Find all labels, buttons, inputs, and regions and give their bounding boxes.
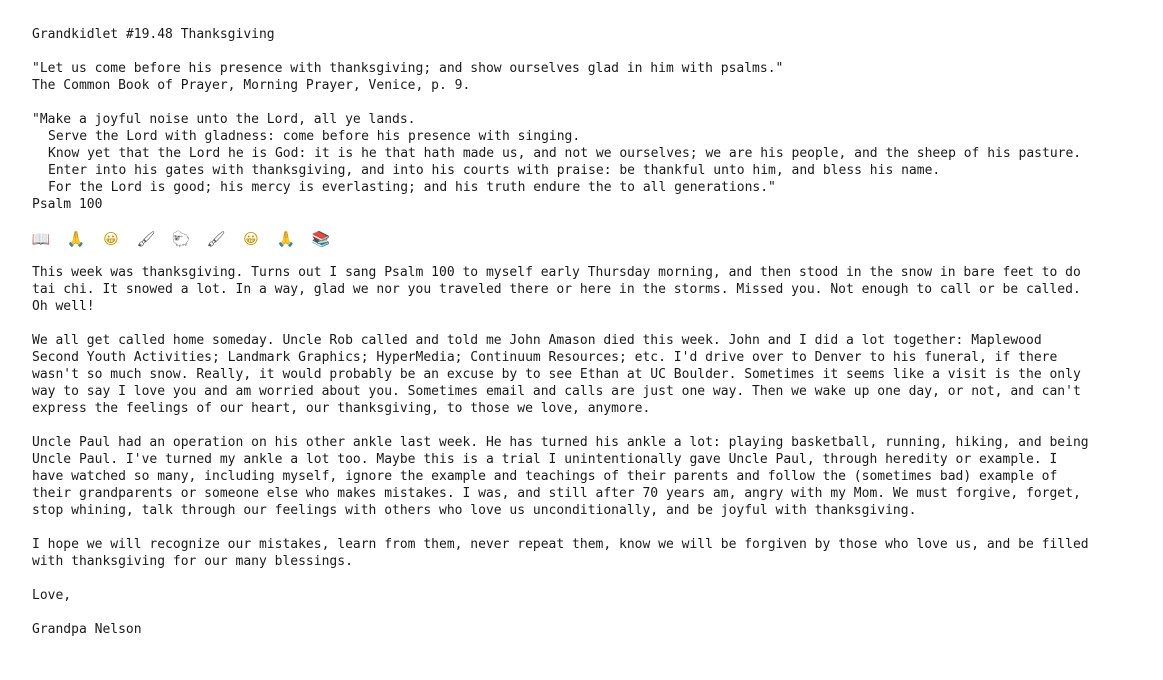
books-icon: 📚 (311, 229, 331, 248)
signature: Grandpa Nelson (32, 622, 142, 637)
folded-hands-icon: 🙏 (276, 229, 296, 248)
psalm-line: Know yet that the Lord he is God: it is he that hath made us, and not we ourselves; we are his people, and the sheep of his pasture. (48, 146, 1082, 161)
sheep-icon: 🐑 (171, 229, 191, 248)
spacer (32, 315, 1163, 332)
paragraph-line: tai chi. It snowed a lot. In a way, glad we nor you traveled there or here in the storms. Missed you. Not enough to call or be called. (32, 282, 1081, 297)
emoji-row (32, 230, 1163, 247)
paragraph-line: express the feelings of our heart, our thanksgiving, to those we love, anymore. (32, 401, 651, 416)
letter-body (32, 264, 1163, 587)
spacer (32, 213, 1163, 230)
spacer (32, 417, 1163, 434)
paragraph-line: I hope we will recognize our mistakes, learn from them, never repeat them, know we will be forgiven by those who love us, and be filled (32, 537, 1089, 552)
smiley-icon: 😀 (243, 229, 259, 248)
psalm-line: For the Lord is good; his mercy is everlasting; and his truth endure the to all generations." (48, 180, 776, 195)
paragraph (32, 264, 1163, 332)
paragraph-line: This week was thanksgiving. Turns out I sang Psalm 100 to myself early Thursday morning, and then stood in the snow in bare feet to do (32, 265, 1081, 280)
paragraph-line: way to say I love you and am worried about you. Sometimes email and calls are just one way. Then we wake up one day, or not, and can't (32, 384, 1081, 399)
closing: Love, (32, 588, 72, 603)
paragraph-line: Uncle Paul had an operation on his other ankle last week. He has turned his ankle a lot: playing basketball, running, hiking, and being (32, 435, 1089, 450)
paragraph-line: Oh well! (32, 299, 95, 314)
paragraph-line: Uncle Paul. I've turned my ankle a lot too. Maybe this is a trial I unintentionally gave Uncle Paul, through heredity or example. I (32, 452, 1058, 467)
psalm-first-line: "Make a joyful noise unto the Lord, all ye lands. (32, 112, 416, 127)
psalm-line: Enter into his gates with thanksgiving, and into his courts with praise: be thankful unto him, and bless his name. (48, 163, 941, 178)
smiley-icon: 😀 (103, 229, 119, 248)
paragraph-line: their grandparents or someone else who makes mistakes. I was, and still after 70 years am, angry with my Mom. We must forgive, forget, (32, 486, 1081, 501)
paragraph-line: We all get called home someday. Uncle Rob called and told me John Amason died this week. John and I did a lot together: Maplewood (32, 333, 1042, 348)
open-book-icon: 📖 (31, 229, 51, 248)
quote-text: "Let us come before his presence with thanksgiving; and show ourselves glad in him with psalms." (32, 61, 784, 76)
paintbrush-icon: 🖌 (136, 229, 156, 248)
spacer (32, 43, 1163, 60)
paragraph-line: Second Youth Activities; Landmark Graphics; HyperMedia; Continuum Resources; etc. I'd drive over to Denver to his funeral, if there (32, 350, 1058, 365)
paragraph-line: stop whining, talk through our feelings with others who love us unconditionally, and be joyful with thanksgiving. (32, 503, 917, 518)
quote-source: The Common Book of Prayer, Morning Prayer, Venice, p. 9. (32, 78, 471, 93)
paragraph-line: wasn't so much snow. Really, it would probably be an excuse by to see Ethan at UC Boulder. Sometimes it seems like a visit is the only (32, 367, 1081, 382)
folded-hands-icon: 🙏 (66, 229, 86, 248)
psalm-source: Psalm 100 (32, 197, 103, 212)
spacer (32, 94, 1163, 111)
spacer (32, 247, 1163, 264)
page-title: Grandkidlet #19.48 Thanksgiving (32, 27, 275, 42)
paragraph (32, 536, 1163, 587)
paintbrush-icon: 🖌 (206, 229, 226, 248)
spacer (32, 570, 1163, 587)
psalm-line: Serve the Lord with gladness: come before his presence with singing. (48, 129, 581, 144)
paragraph (32, 434, 1163, 536)
paragraph (32, 332, 1163, 434)
paragraph-line: with thanksgiving for our many blessings. (32, 554, 353, 569)
spacer (32, 519, 1163, 536)
spacer (32, 604, 1163, 621)
paragraph-line: have watched so many, including myself, ignore the example and teachings of their parents and follow the (sometimes bad) example of (32, 469, 1058, 484)
